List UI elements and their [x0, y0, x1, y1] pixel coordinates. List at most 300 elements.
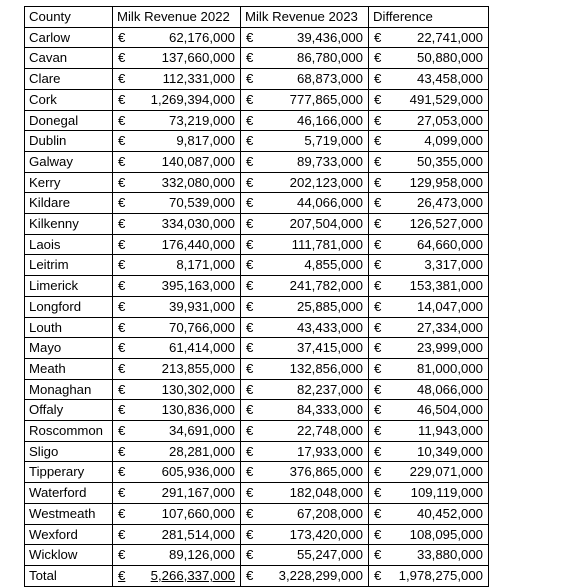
- currency-symbol: €: [246, 319, 254, 335]
- difference-cell-value: 10,349,000: [416, 443, 483, 459]
- revenue-2022-cell: [113, 193, 241, 214]
- revenue-2023-cell: [241, 89, 369, 110]
- difference-cell: [369, 110, 489, 131]
- revenue-2022-cell-value: 605,936,000: [161, 464, 235, 480]
- currency-symbol: €: [118, 526, 126, 542]
- currency-symbol: €: [374, 319, 382, 335]
- revenue-2023-cell-value: 241,782,000: [289, 278, 363, 294]
- table-row: [25, 441, 489, 462]
- difference-cell-value: 153,381,000: [409, 278, 483, 294]
- revenue-2022-cell: [113, 379, 241, 400]
- currency-symbol: €: [118, 195, 126, 211]
- revenue-2022-cell-value: 130,302,000: [161, 381, 235, 397]
- currency-symbol: €: [118, 547, 126, 563]
- revenue-2023-cell: [241, 400, 369, 421]
- county-cell: Clare: [25, 69, 113, 90]
- difference-cell-value: 27,334,000: [416, 319, 483, 335]
- revenue-2023-cell: [241, 131, 369, 152]
- revenue-2022-cell: [113, 214, 241, 235]
- county-cell: Louth: [25, 317, 113, 338]
- difference-cell-value: 81,000,000: [416, 360, 483, 376]
- table-row: [25, 69, 489, 90]
- revenue-2023-cell-value: 89,733,000: [296, 153, 363, 169]
- difference-cell-value: 108,095,000: [409, 526, 483, 542]
- revenue-2023-cell-value: 777,865,000: [289, 91, 363, 107]
- currency-symbol: €: [118, 174, 126, 190]
- difference-cell: [369, 462, 489, 483]
- currency-symbol: €: [118, 278, 126, 294]
- difference-cell: [369, 379, 489, 400]
- currency-symbol: €: [118, 505, 126, 521]
- difference-cell-value: 1,978,275,000: [398, 567, 483, 583]
- currency-symbol: €: [374, 340, 382, 356]
- table-row: [25, 27, 489, 48]
- currency-symbol: €: [246, 505, 254, 521]
- total-row: [25, 565, 489, 586]
- revenue-2023-cell-value: 67,208,000: [296, 505, 363, 521]
- revenue-2023-cell: [241, 193, 369, 214]
- currency-symbol: €: [246, 133, 254, 149]
- revenue-2023-cell: [241, 151, 369, 172]
- revenue-2022-cell: [113, 545, 241, 566]
- county-cell: Cavan: [25, 48, 113, 69]
- difference-cell-value: 48,066,000: [416, 381, 483, 397]
- currency-symbol: €: [374, 236, 382, 252]
- county-cell: Sligo: [25, 441, 113, 462]
- revenue-2022-cell: [113, 441, 241, 462]
- currency-symbol: €: [118, 567, 126, 583]
- difference-cell: [369, 276, 489, 297]
- revenue-2023-cell-value: 22,748,000: [296, 423, 363, 439]
- revenue-2022-cell: [113, 27, 241, 48]
- difference-cell: [369, 400, 489, 421]
- currency-symbol: €: [246, 443, 254, 459]
- county-cell: Mayo: [25, 338, 113, 359]
- table-body: [25, 7, 489, 587]
- currency-symbol: €: [118, 91, 126, 107]
- currency-symbol: €: [374, 278, 382, 294]
- currency-symbol: €: [246, 567, 254, 583]
- revenue-2023-cell-value: 68,873,000: [296, 71, 363, 87]
- table-row: [25, 524, 489, 545]
- currency-symbol: €: [246, 298, 254, 314]
- revenue-2022-cell-value: 62,176,000: [168, 29, 235, 45]
- difference-cell: [369, 172, 489, 193]
- currency-symbol: €: [374, 71, 382, 87]
- table-row: [25, 276, 489, 297]
- difference-cell: [369, 131, 489, 152]
- currency-symbol: €: [374, 402, 382, 418]
- county-cell: Limerick: [25, 276, 113, 297]
- table-row: [25, 255, 489, 276]
- currency-symbol: €: [118, 216, 126, 232]
- revenue-2022-cell: [113, 524, 241, 545]
- revenue-2022-cell-value: 140,087,000: [161, 153, 235, 169]
- currency-symbol: €: [118, 443, 126, 459]
- revenue-2023-cell-value: 376,865,000: [289, 464, 363, 480]
- revenue-2023-cell: [241, 421, 369, 442]
- county-cell: Kerry: [25, 172, 113, 193]
- currency-symbol: €: [246, 464, 254, 480]
- difference-cell: [369, 503, 489, 524]
- currency-symbol: €: [374, 112, 382, 128]
- revenue-2023-cell: [241, 441, 369, 462]
- difference-cell-value: 50,355,000: [416, 153, 483, 169]
- revenue-2022-cell-value: 107,660,000: [161, 505, 235, 521]
- revenue-2022-cell: [113, 48, 241, 69]
- difference-cell-value: 46,504,000: [416, 402, 483, 418]
- revenue-2023-cell-value: 86,780,000: [296, 50, 363, 66]
- difference-cell-value: 26,473,000: [416, 195, 483, 211]
- revenue-2022-cell-value: 395,163,000: [161, 278, 235, 294]
- table-row: [25, 214, 489, 235]
- currency-symbol: €: [118, 340, 126, 356]
- revenue-2022-cell-value: 89,126,000: [168, 547, 235, 563]
- revenue-2023-cell: [241, 296, 369, 317]
- currency-symbol: €: [374, 153, 382, 169]
- difference-cell: [369, 358, 489, 379]
- revenue-2022-cell: [113, 338, 241, 359]
- currency-symbol: €: [246, 423, 254, 439]
- difference-cell: [369, 296, 489, 317]
- county-cell: Monaghan: [25, 379, 113, 400]
- revenue-2023-cell: [241, 524, 369, 545]
- revenue-2023-cell-value: 25,885,000: [296, 298, 363, 314]
- table-row: [25, 131, 489, 152]
- revenue-2022-cell: [113, 565, 241, 586]
- revenue-2022-cell-value: 70,766,000: [168, 319, 235, 335]
- revenue-2022-cell: [113, 234, 241, 255]
- revenue-2023-cell: [241, 462, 369, 483]
- revenue-2023-cell-value: 173,420,000: [289, 526, 363, 542]
- revenue-2023-cell-value: 4,855,000: [304, 257, 363, 273]
- currency-symbol: €: [118, 133, 126, 149]
- difference-cell: [369, 151, 489, 172]
- revenue-2023-cell-value: 43,433,000: [296, 319, 363, 335]
- header-row: [25, 7, 489, 28]
- county-cell: Westmeath: [25, 503, 113, 524]
- difference-cell-value: 23,999,000: [416, 340, 483, 356]
- currency-symbol: €: [246, 91, 254, 107]
- difference-cell: [369, 234, 489, 255]
- revenue-2022-cell: [113, 172, 241, 193]
- table-row: [25, 379, 489, 400]
- revenue-2022-cell-value: 281,514,000: [161, 526, 235, 542]
- county-cell: Waterford: [25, 483, 113, 504]
- currency-symbol: €: [246, 547, 254, 563]
- currency-symbol: €: [374, 547, 382, 563]
- table-row: [25, 172, 489, 193]
- table-row: [25, 338, 489, 359]
- revenue-2022-cell-value: 130,836,000: [161, 402, 235, 418]
- currency-symbol: €: [374, 298, 382, 314]
- revenue-2022-cell: [113, 317, 241, 338]
- revenue-2022-cell-value: 39,931,000: [168, 298, 235, 314]
- table-row: [25, 48, 489, 69]
- difference-cell: [369, 524, 489, 545]
- currency-symbol: €: [118, 464, 126, 480]
- revenue-2022-cell-value: 34,691,000: [168, 423, 235, 439]
- revenue-2023-cell-value: 182,048,000: [289, 485, 363, 501]
- revenue-2022-cell: [113, 276, 241, 297]
- header-difference: Difference: [369, 7, 489, 28]
- difference-cell: [369, 338, 489, 359]
- difference-cell: [369, 69, 489, 90]
- difference-cell-value: 11,943,000: [417, 423, 483, 439]
- currency-symbol: €: [118, 257, 126, 273]
- currency-symbol: €: [246, 402, 254, 418]
- revenue-2023-cell: [241, 276, 369, 297]
- difference-cell-value: 109,119,000: [410, 485, 483, 501]
- revenue-2023-cell: [241, 48, 369, 69]
- revenue-2023-cell-value: 55,247,000: [296, 547, 363, 563]
- currency-symbol: €: [246, 381, 254, 397]
- table-row: [25, 358, 489, 379]
- revenue-2022-cell-value: 73,219,000: [168, 112, 235, 128]
- table-row: [25, 296, 489, 317]
- difference-cell-value: 229,071,000: [409, 464, 483, 480]
- revenue-2022-cell-value: 291,167,000: [161, 485, 235, 501]
- table-row: [25, 110, 489, 131]
- revenue-2022-cell-value: 70,539,000: [168, 195, 235, 211]
- difference-cell-value: 3,317,000: [424, 257, 483, 273]
- revenue-2023-cell-value: 39,436,000: [296, 29, 363, 45]
- revenue-2023-cell: [241, 565, 369, 586]
- difference-cell: [369, 483, 489, 504]
- currency-symbol: €: [118, 236, 126, 252]
- difference-cell: [369, 317, 489, 338]
- revenue-2023-cell: [241, 27, 369, 48]
- revenue-2023-cell: [241, 234, 369, 255]
- difference-cell-value: 126,527,000: [409, 216, 483, 232]
- currency-symbol: €: [246, 112, 254, 128]
- difference-cell-value: 33,880,000: [416, 547, 483, 563]
- revenue-2022-cell: [113, 69, 241, 90]
- revenue-2023-cell: [241, 379, 369, 400]
- revenue-2022-cell: [113, 89, 241, 110]
- table-row: [25, 503, 489, 524]
- currency-symbol: €: [374, 91, 382, 107]
- table-row: [25, 462, 489, 483]
- county-cell: Meath: [25, 358, 113, 379]
- difference-cell-value: 4,099,000: [424, 133, 483, 149]
- currency-symbol: €: [246, 71, 254, 87]
- revenue-2023-cell: [241, 69, 369, 90]
- revenue-2022-cell: [113, 421, 241, 442]
- currency-symbol: €: [246, 278, 254, 294]
- revenue-2023-cell-value: 207,504,000: [289, 216, 363, 232]
- difference-cell-value: 129,958,000: [409, 174, 483, 190]
- difference-cell: [369, 89, 489, 110]
- currency-symbol: €: [246, 236, 254, 252]
- revenue-2023-cell: [241, 255, 369, 276]
- table-row: [25, 193, 489, 214]
- revenue-2023-cell: [241, 358, 369, 379]
- county-cell: Longford: [25, 296, 113, 317]
- currency-symbol: €: [118, 29, 126, 45]
- difference-cell: [369, 48, 489, 69]
- currency-symbol: €: [246, 485, 254, 501]
- revenue-2023-cell-value: 3,228,299,000: [278, 567, 363, 583]
- currency-symbol: €: [118, 319, 126, 335]
- table-row: [25, 234, 489, 255]
- table-row: [25, 317, 489, 338]
- difference-cell-value: 27,053,000: [416, 112, 483, 128]
- revenue-2022-cell-value: 5,266,337,000: [150, 567, 235, 583]
- currency-symbol: €: [118, 50, 126, 66]
- revenue-2023-cell-value: 82,237,000: [296, 381, 363, 397]
- currency-symbol: €: [246, 153, 254, 169]
- currency-symbol: €: [246, 360, 254, 376]
- revenue-2023-cell: [241, 483, 369, 504]
- revenue-2022-cell: [113, 255, 241, 276]
- revenue-2022-cell-value: 112,331,000: [162, 71, 235, 87]
- currency-symbol: €: [246, 340, 254, 356]
- difference-cell-value: 40,452,000: [416, 505, 483, 521]
- difference-cell: [369, 214, 489, 235]
- revenue-2022-cell-value: 1,269,394,000: [150, 91, 235, 107]
- revenue-2022-cell-value: 61,414,000: [168, 340, 235, 356]
- table-row: [25, 400, 489, 421]
- revenue-2023-cell-value: 202,123,000: [289, 174, 363, 190]
- currency-symbol: €: [246, 29, 254, 45]
- currency-symbol: €: [374, 174, 382, 190]
- currency-symbol: €: [374, 443, 382, 459]
- header-revenue-2023: Milk Revenue 2023: [241, 7, 369, 28]
- difference-cell: [369, 421, 489, 442]
- revenue-2022-cell-value: 137,660,000: [161, 50, 235, 66]
- table-row: [25, 483, 489, 504]
- currency-symbol: €: [118, 402, 126, 418]
- revenue-2022-cell: [113, 462, 241, 483]
- currency-symbol: €: [374, 423, 382, 439]
- county-cell: Laois: [25, 234, 113, 255]
- revenue-2023-cell-value: 132,856,000: [289, 360, 363, 376]
- difference-cell: [369, 545, 489, 566]
- revenue-2022-cell-value: 8,171,000: [176, 257, 235, 273]
- county-cell: Galway: [25, 151, 113, 172]
- table-row: [25, 545, 489, 566]
- revenue-2022-cell: [113, 483, 241, 504]
- currency-symbol: €: [374, 567, 382, 583]
- difference-cell-value: 43,458,000: [416, 71, 483, 87]
- revenue-2022-cell-value: 332,080,000: [161, 174, 235, 190]
- currency-symbol: €: [374, 257, 382, 273]
- difference-cell-value: 14,047,000: [416, 298, 483, 314]
- milk-revenue-table: [24, 6, 489, 587]
- currency-symbol: €: [374, 133, 382, 149]
- revenue-2023-cell-value: 44,066,000: [296, 195, 363, 211]
- currency-symbol: €: [118, 71, 126, 87]
- revenue-2022-cell: [113, 503, 241, 524]
- currency-symbol: €: [374, 381, 382, 397]
- currency-symbol: €: [246, 526, 254, 542]
- header-revenue-2022: Milk Revenue 2022: [113, 7, 241, 28]
- difference-cell: [369, 255, 489, 276]
- difference-cell-value: 22,741,000: [416, 29, 483, 45]
- revenue-2022-cell-value: 9,817,000: [176, 133, 235, 149]
- revenue-2022-cell: [113, 400, 241, 421]
- revenue-2022-cell-value: 28,281,000: [168, 443, 235, 459]
- currency-symbol: €: [374, 505, 382, 521]
- currency-symbol: €: [118, 153, 126, 169]
- revenue-2023-cell-value: 17,933,000: [296, 443, 363, 459]
- table-row: [25, 421, 489, 442]
- county-cell: Kilkenny: [25, 214, 113, 235]
- currency-symbol: €: [374, 360, 382, 376]
- county-cell: Roscommon: [25, 421, 113, 442]
- currency-symbol: €: [374, 526, 382, 542]
- revenue-2022-cell-value: 334,030,000: [161, 216, 235, 232]
- currency-symbol: €: [246, 195, 254, 211]
- currency-symbol: €: [246, 257, 254, 273]
- county-cell: Carlow: [25, 27, 113, 48]
- currency-symbol: €: [118, 112, 126, 128]
- county-cell: Donegal: [25, 110, 113, 131]
- revenue-2022-cell: [113, 358, 241, 379]
- currency-symbol: €: [246, 50, 254, 66]
- county-cell: Dublin: [25, 131, 113, 152]
- revenue-2023-cell-value: 37,415,000: [296, 340, 363, 356]
- currency-symbol: €: [374, 29, 382, 45]
- revenue-2023-cell-value: 84,333,000: [296, 402, 363, 418]
- county-cell: Wicklow: [25, 545, 113, 566]
- currency-symbol: €: [118, 381, 126, 397]
- currency-symbol: €: [118, 423, 126, 439]
- county-cell: Kildare: [25, 193, 113, 214]
- revenue-2023-cell: [241, 317, 369, 338]
- county-cell: Wexford: [25, 524, 113, 545]
- county-cell: Leitrim: [25, 255, 113, 276]
- revenue-2023-cell: [241, 545, 369, 566]
- table-row: [25, 151, 489, 172]
- revenue-2023-cell: [241, 214, 369, 235]
- header-county: County: [25, 7, 113, 28]
- county-cell: Offaly: [25, 400, 113, 421]
- county-cell: Tipperary: [25, 462, 113, 483]
- revenue-2022-cell: [113, 151, 241, 172]
- currency-symbol: €: [118, 298, 126, 314]
- difference-cell-value: 491,529,000: [409, 91, 483, 107]
- table-row: [25, 89, 489, 110]
- revenue-2023-cell: [241, 503, 369, 524]
- revenue-2022-cell: [113, 131, 241, 152]
- difference-cell-value: 50,880,000: [416, 50, 483, 66]
- currency-symbol: €: [118, 360, 126, 376]
- difference-cell: [369, 565, 489, 586]
- currency-symbol: €: [118, 485, 126, 501]
- revenue-2022-cell: [113, 110, 241, 131]
- revenue-2023-cell-value: 111,781,000: [291, 236, 363, 252]
- difference-cell: [369, 441, 489, 462]
- difference-cell: [369, 27, 489, 48]
- currency-symbol: €: [374, 216, 382, 232]
- county-cell: Total: [25, 565, 113, 586]
- currency-symbol: €: [374, 50, 382, 66]
- revenue-2023-cell: [241, 110, 369, 131]
- difference-cell-value: 64,660,000: [416, 236, 483, 252]
- county-cell: Cork: [25, 89, 113, 110]
- revenue-2022-cell-value: 213,855,000: [161, 360, 235, 376]
- difference-cell: [369, 193, 489, 214]
- currency-symbol: €: [374, 464, 382, 480]
- revenue-2023-cell: [241, 172, 369, 193]
- revenue-2022-cell-value: 176,440,000: [161, 236, 235, 252]
- revenue-2023-cell-value: 5,719,000: [304, 133, 363, 149]
- currency-symbol: €: [246, 216, 254, 232]
- currency-symbol: €: [246, 174, 254, 190]
- revenue-2022-cell: [113, 296, 241, 317]
